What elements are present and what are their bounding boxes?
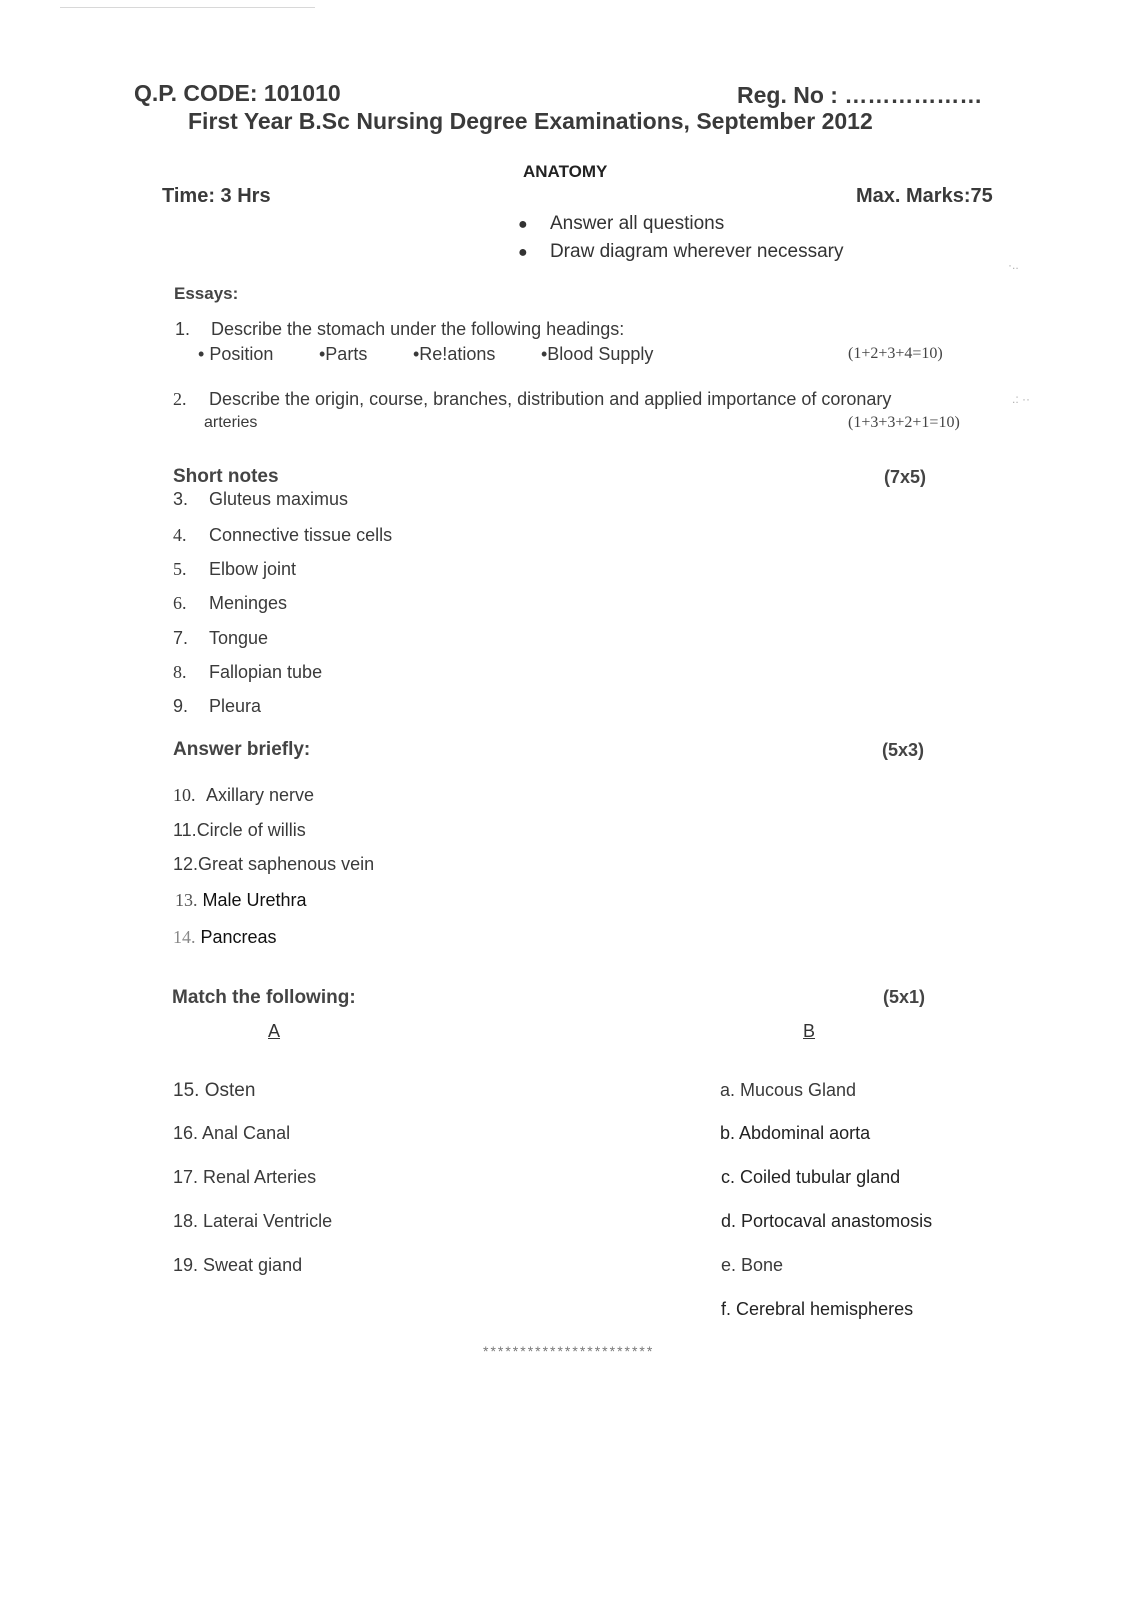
bullet-icon: ●: [518, 244, 528, 261]
answer-briefly-heading: Answer briefly:: [173, 739, 311, 760]
bullet-icon: ●: [518, 216, 528, 233]
essays-heading: Essays:: [174, 284, 239, 303]
match-heading: Match the following:: [172, 987, 356, 1008]
question-text: Male Urethra: [202, 890, 307, 910]
instruction-2: [518, 241, 844, 263]
question-text: Tongue: [209, 628, 269, 648]
question-number: 2.: [173, 389, 187, 409]
list-item: [173, 820, 306, 841]
scan-speck: .: ··: [1012, 392, 1030, 406]
qp-code: Q.P. CODE: 101010: [134, 80, 341, 106]
match-marks: (5x1): [883, 987, 926, 1007]
list-item: [173, 927, 277, 948]
list-item: [173, 662, 322, 683]
reg-no: Reg. No : ………………: [737, 82, 983, 108]
match-left-item: 18. Laterai Ventricle: [173, 1211, 333, 1231]
question-number: 9.: [173, 696, 189, 716]
question-text: Describe the stomach under the following headings:: [211, 319, 625, 339]
subpoint-text: Position: [209, 344, 274, 364]
list-item: [175, 890, 307, 911]
scan-speck: ·..: [1008, 258, 1019, 272]
short-notes-heading: Short notes: [173, 466, 279, 487]
exam-title: First Year B.Sc Nursing Degree Examinations, September 2012: [188, 108, 873, 134]
essay-q1-subpoint-2: •Parts: [319, 344, 368, 364]
match-right-item: d. Portocaval anastomosis: [721, 1211, 933, 1231]
question-number: 12.: [173, 854, 199, 874]
question-text: Gluteus maximus: [209, 489, 349, 509]
essay-q2-marks: (1+3+3+2+1=10): [848, 414, 960, 431]
column-b-heading: B: [803, 1021, 816, 1041]
question-text: Meninges: [209, 593, 288, 613]
bullet-icon: •: [198, 344, 205, 364]
list-item: [173, 489, 348, 510]
list-item: [173, 696, 261, 717]
essay-q1-subpoint-3: •Re!ations: [413, 344, 496, 364]
match-right-item: a. Mucous Gland: [720, 1080, 857, 1100]
question-number: 13.: [175, 890, 198, 910]
time-allowed: Time: 3 Hrs: [162, 185, 271, 207]
question-number: 7.: [173, 628, 189, 648]
match-right-item: c. Coiled tubular gland: [721, 1167, 901, 1187]
question-number: 10.: [173, 785, 196, 805]
instruction-1: [518, 213, 724, 235]
essay-q2-continuation: arteries: [204, 414, 258, 431]
question-number: 6.: [173, 593, 187, 613]
list-item: [173, 628, 268, 649]
question-text: Pancreas: [200, 927, 277, 947]
match-right-item: e. Bone: [721, 1255, 784, 1275]
match-left-item: 17. Renal Arteries: [173, 1167, 317, 1187]
essay-q1-marks: (1+2+3+4=10): [848, 345, 943, 362]
match-right-item: b. Abdominal aorta: [720, 1123, 871, 1143]
essay-q1-subpoint-4: •Blood Supply: [541, 344, 654, 364]
question-number: 1.: [175, 319, 191, 339]
match-left-item: 16. Anal Canal: [173, 1123, 291, 1143]
end-of-paper-stars: ***********************: [483, 1343, 655, 1359]
question-text: Axillary nerve: [206, 785, 315, 805]
instruction-text: Answer all questions: [549, 213, 725, 234]
top-rule: [60, 7, 315, 8]
max-marks: Max. Marks:75: [856, 185, 993, 207]
question-text: Fallopian tube: [209, 662, 323, 682]
question-number: 14.: [173, 927, 196, 947]
question-text: Describe the origin, course, branches, distribution and applied importance of coronary: [209, 389, 892, 409]
question-text: Connective tissue cells: [209, 525, 393, 545]
list-item: [173, 854, 374, 875]
answer-briefly-marks: (5x3): [882, 740, 925, 760]
question-text: Pleura: [209, 696, 262, 716]
essay-question-1: [175, 319, 624, 340]
match-right-item: f. Cerebral hemispheres: [721, 1299, 914, 1319]
essay-question-2: [173, 389, 891, 410]
essay-q1-subpoint-1: [198, 344, 273, 365]
question-number: 4.: [173, 525, 187, 545]
question-number: 8.: [173, 662, 187, 682]
question-number: 11.: [173, 820, 197, 840]
question-number: 5.: [173, 559, 187, 579]
list-item: [173, 593, 287, 614]
list-item: [173, 785, 314, 806]
question-number: 3.: [173, 489, 189, 509]
list-item: [173, 525, 392, 546]
question-text: Great saphenous vein: [198, 854, 375, 874]
question-text: Circle of willis: [196, 820, 306, 840]
column-a-heading: A: [268, 1021, 281, 1041]
subject-title: ANATOMY: [523, 162, 608, 181]
match-left-item: 19. Sweat giand: [173, 1255, 303, 1275]
question-text: Elbow joint: [209, 559, 297, 579]
match-left-item: 15. Osten: [173, 1080, 256, 1101]
instruction-text: Draw diagram wherever necessary: [549, 241, 844, 262]
short-notes-marks: (7x5): [884, 467, 927, 487]
list-item: [173, 559, 296, 580]
